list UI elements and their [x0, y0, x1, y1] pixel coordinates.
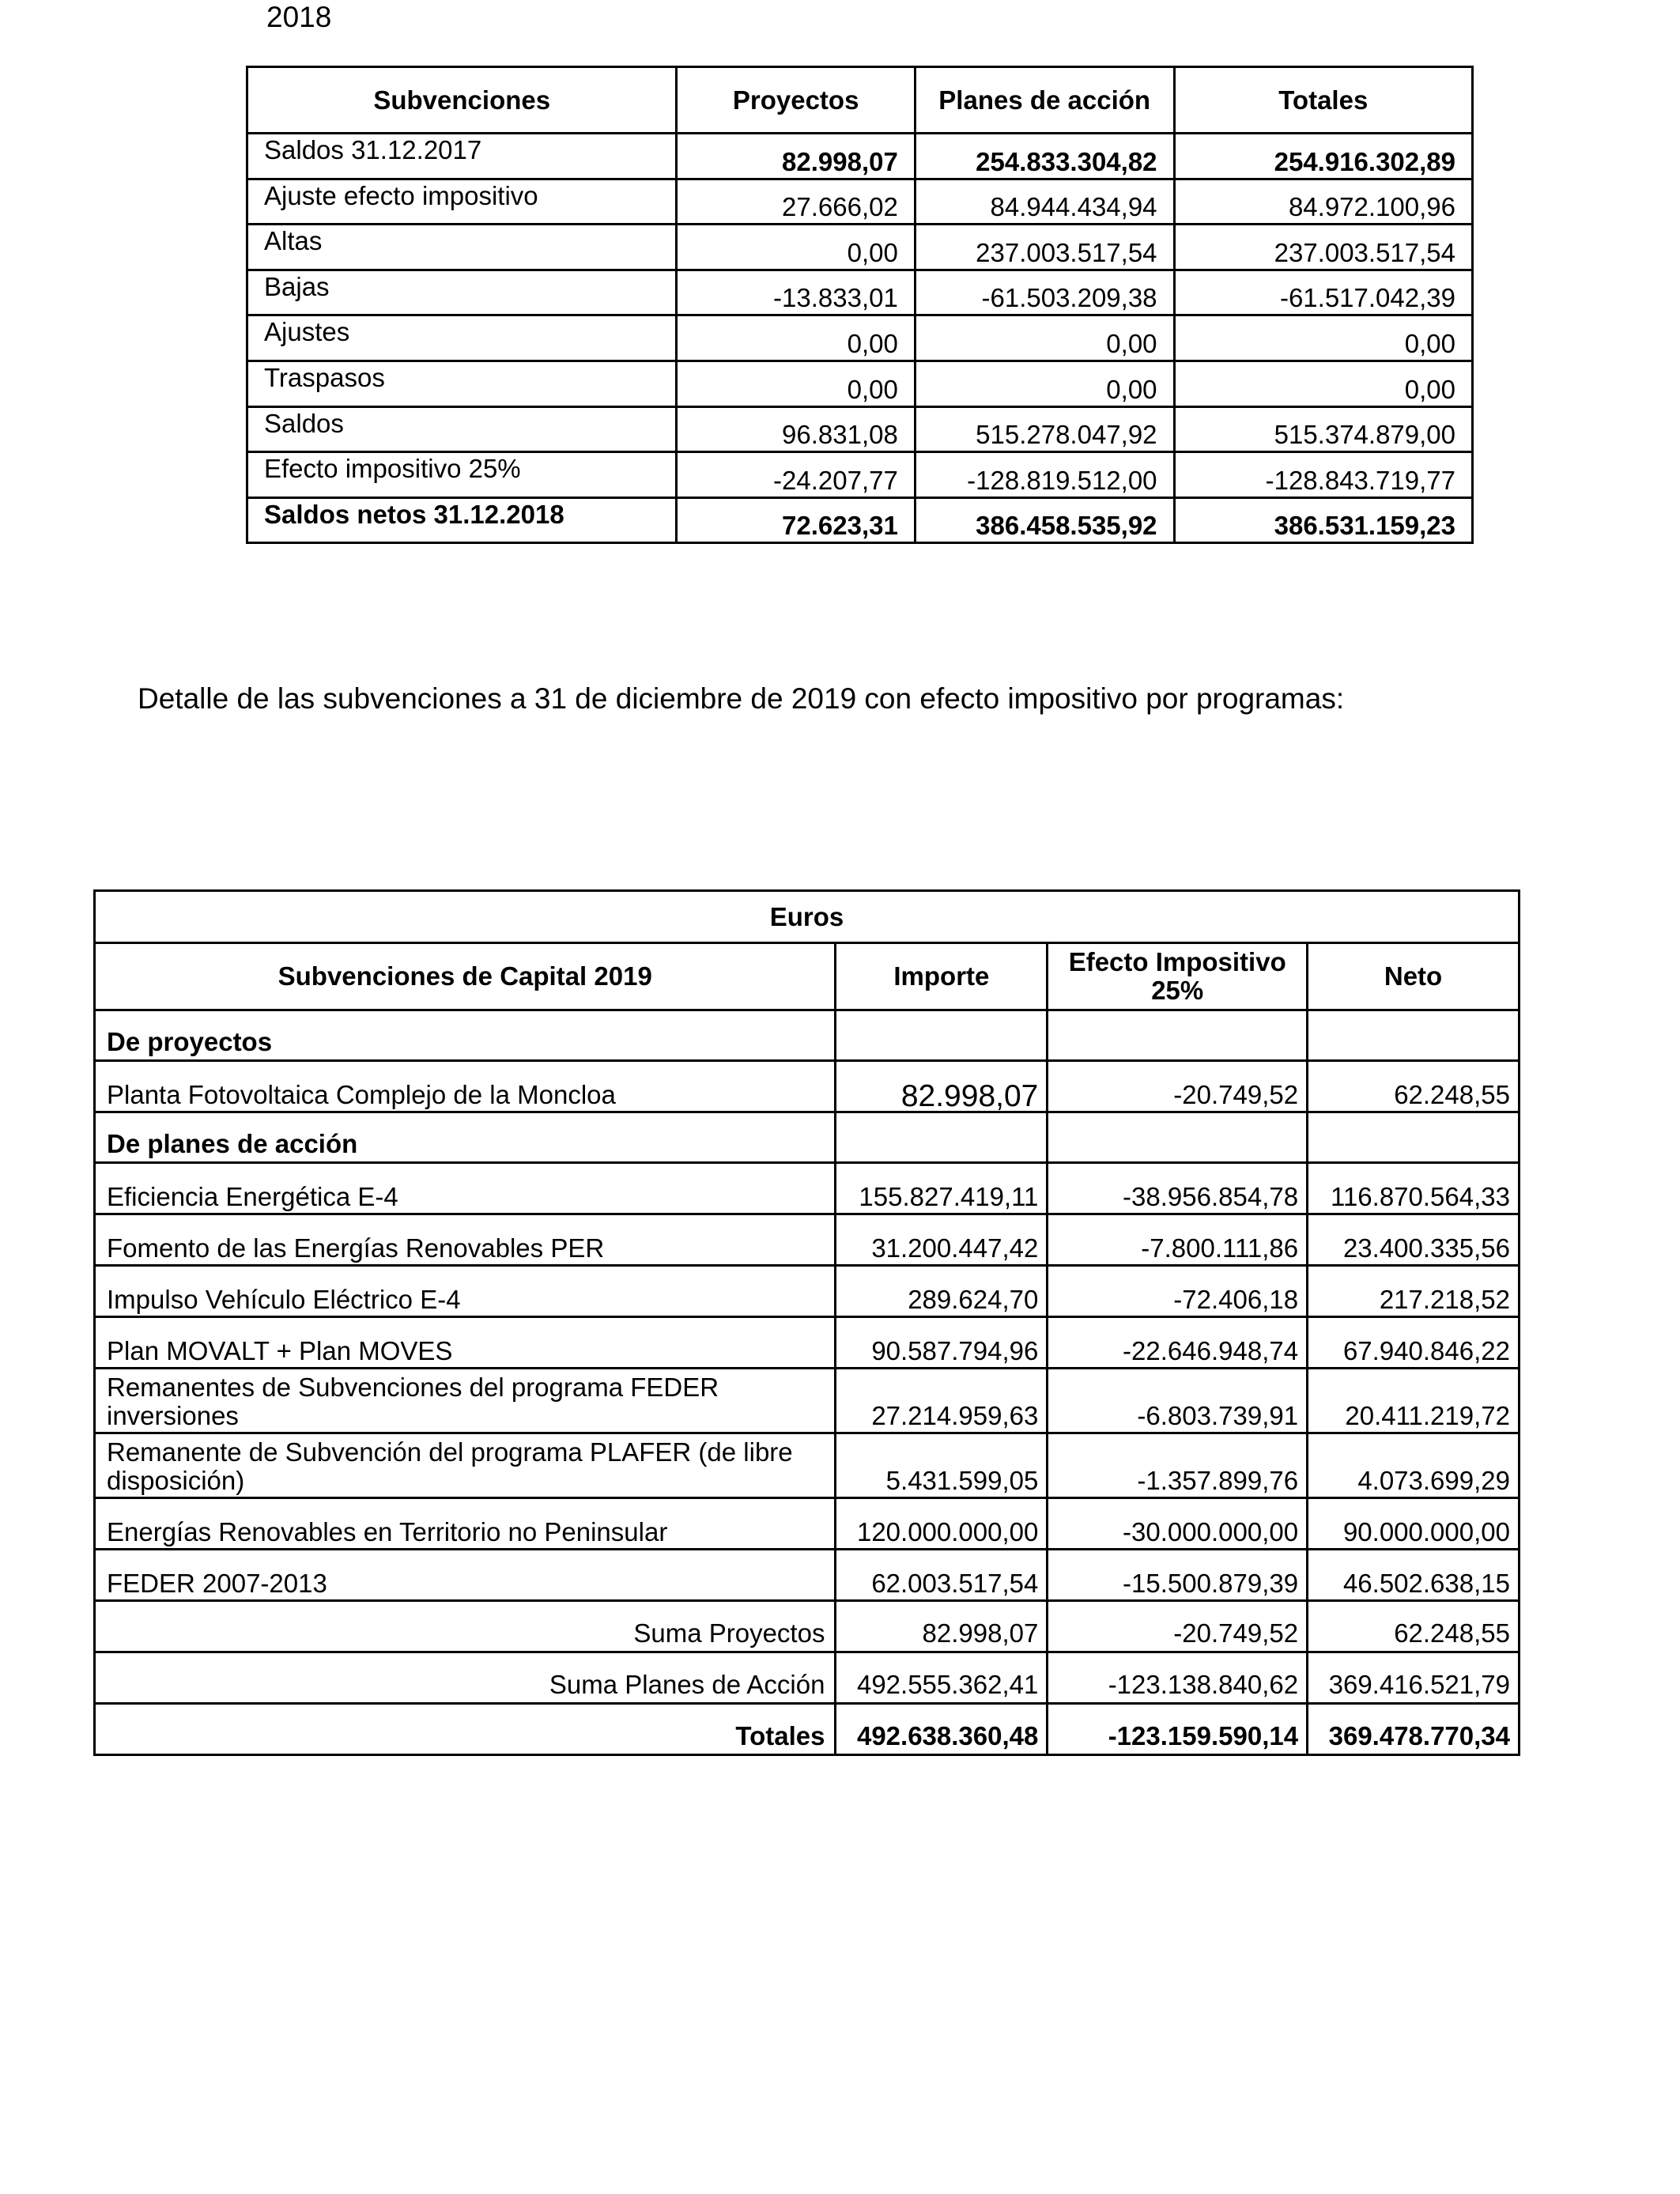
cell-planes: 237.003.517,54 [915, 225, 1174, 270]
cell-proyectos: -24.207,77 [677, 452, 915, 498]
sum-row-proyectos [95, 1601, 1520, 1652]
cell-efecto: -20.749,52 [1048, 1061, 1308, 1112]
table-row [95, 1266, 1520, 1317]
row-label: Traspasos [247, 361, 677, 406]
table-row [247, 361, 1473, 406]
empty-cell [1308, 1112, 1520, 1163]
cell-neto: 62.248,55 [1308, 1601, 1520, 1652]
row-label: Saldos netos 31.12.2018 [247, 497, 677, 543]
cell-efecto: -15.500.879,39 [1048, 1550, 1308, 1601]
cell-importe: 492.638.360,48 [836, 1704, 1048, 1755]
cell-importe: 62.003.517,54 [836, 1550, 1048, 1601]
table-row [247, 452, 1473, 498]
table-row [95, 1061, 1520, 1112]
cell-importe: 289.624,70 [836, 1266, 1048, 1317]
cell-efecto: -20.749,52 [1048, 1601, 1308, 1652]
subsidies-detail-table-2019 [93, 889, 1520, 1756]
table-row [95, 1163, 1520, 1214]
cell-proyectos: 96.831,08 [677, 406, 915, 452]
cell-totales: 0,00 [1174, 361, 1472, 406]
table-row [95, 1317, 1520, 1369]
section-row-planes [95, 1112, 1520, 1163]
cell-proyectos: 0,00 [677, 225, 915, 270]
cell-totales: 237.003.517,54 [1174, 225, 1472, 270]
cell-proyectos: 27.666,02 [677, 179, 915, 225]
cell-efecto: -7.800.111,86 [1048, 1214, 1308, 1266]
row-label: Ajuste efecto impositivo [247, 179, 677, 225]
cell-neto: 369.416.521,79 [1308, 1652, 1520, 1704]
cell-proyectos: 0,00 [677, 361, 915, 406]
row-label: Energías Renovables en Territorio no Peninsular [95, 1498, 836, 1550]
cell-importe: 5.431.599,05 [836, 1433, 1048, 1498]
cell-planes: 0,00 [915, 315, 1174, 361]
cell-importe: 82.998,07 [836, 1601, 1048, 1652]
totals-row [95, 1704, 1520, 1755]
table-row [95, 1550, 1520, 1601]
header-planes: Planes de acción [915, 67, 1174, 134]
cell-efecto: -72.406,18 [1048, 1266, 1308, 1317]
row-label: Efecto impositivo 25% [247, 452, 677, 498]
header-subvenciones-capital: Subvenciones de Capital 2019 [95, 943, 836, 1010]
cell-proyectos: -13.833,01 [677, 270, 915, 315]
row-label: Bajas [247, 270, 677, 315]
year-heading: 2018 [266, 1, 332, 33]
header-neto: Neto [1308, 943, 1520, 1010]
row-label: Planta Fotovoltaica Complejo de la Moncloa [95, 1061, 836, 1112]
cell-importe: 120.000.000,00 [836, 1498, 1048, 1550]
cell-importe: 492.555.362,41 [836, 1652, 1048, 1704]
cell-planes: 515.278.047,92 [915, 406, 1174, 452]
header-totales: Totales [1174, 67, 1472, 134]
table-header-row [247, 67, 1473, 134]
table-row [95, 1214, 1520, 1266]
cell-totales: 0,00 [1174, 315, 1472, 361]
header-efecto-impositivo: Efecto Impositivo 25% [1048, 943, 1308, 1010]
table-row [95, 1369, 1520, 1433]
cell-efecto: -123.159.590,14 [1048, 1704, 1308, 1755]
cell-planes: 254.833.304,82 [915, 134, 1174, 179]
cell-efecto: -22.646.948,74 [1048, 1317, 1308, 1369]
cell-planes: 84.944.434,94 [915, 179, 1174, 225]
row-label: Eficiencia Energética E-4 [95, 1163, 836, 1214]
cell-neto: 23.400.335,56 [1308, 1214, 1520, 1266]
empty-cell [836, 1010, 1048, 1061]
table-row [247, 315, 1473, 361]
cell-totales: -128.843.719,77 [1174, 452, 1472, 498]
cell-proyectos: 0,00 [677, 315, 915, 361]
euros-header: Euros [95, 891, 1520, 943]
empty-cell [836, 1112, 1048, 1163]
cell-efecto: -30.000.000,00 [1048, 1498, 1308, 1550]
sum-label: Suma Proyectos [95, 1601, 836, 1652]
section-row-proyectos [95, 1010, 1520, 1061]
table-row [95, 1433, 1520, 1498]
table-row-total [247, 497, 1473, 543]
cell-neto: 116.870.564,33 [1308, 1163, 1520, 1214]
cell-neto: 62.248,55 [1308, 1061, 1520, 1112]
cell-efecto: -1.357.899,76 [1048, 1433, 1308, 1498]
row-label: Impulso Vehículo Eléctrico E-4 [95, 1266, 836, 1317]
cell-totales: -61.517.042,39 [1174, 270, 1472, 315]
balances-table-2018 [246, 66, 1474, 544]
sum-row-planes [95, 1652, 1520, 1704]
empty-cell [1308, 1010, 1520, 1061]
intro-paragraph: Detalle de las subvenciones a 31 de diciembre de 2019 con efecto impositivo por programas: [138, 682, 1345, 715]
cell-importe: 31.200.447,42 [836, 1214, 1048, 1266]
row-label: Ajustes [247, 315, 677, 361]
row-label: Saldos [247, 406, 677, 452]
section-label: De planes de acción [95, 1112, 836, 1163]
cell-neto: 217.218,52 [1308, 1266, 1520, 1317]
table-row [95, 1498, 1520, 1550]
table-header-row [95, 943, 1520, 1010]
cell-importe: 90.587.794,96 [836, 1317, 1048, 1369]
cell-efecto: -38.956.854,78 [1048, 1163, 1308, 1214]
cell-importe: 27.214.959,63 [836, 1369, 1048, 1433]
row-label: Fomento de las Energías Renovables PER [95, 1214, 836, 1266]
cell-totales: 84.972.100,96 [1174, 179, 1472, 225]
row-label: Altas [247, 225, 677, 270]
empty-cell [1048, 1112, 1308, 1163]
cell-neto: 90.000.000,00 [1308, 1498, 1520, 1550]
cell-efecto: -6.803.739,91 [1048, 1369, 1308, 1433]
table-row [247, 225, 1473, 270]
cell-planes: 386.458.535,92 [915, 497, 1174, 543]
cell-planes: 0,00 [915, 361, 1174, 406]
table-top-header-row [95, 891, 1520, 943]
cell-importe: 82.998,07 [836, 1061, 1048, 1112]
cell-neto: 20.411.219,72 [1308, 1369, 1520, 1433]
cell-planes: -61.503.209,38 [915, 270, 1174, 315]
row-label: Remanentes de Subvenciones del programa FEDER inversiones [95, 1369, 836, 1433]
row-label: Remanente de Subvención del programa PLAFER (de libre disposición) [95, 1433, 836, 1498]
header-proyectos: Proyectos [677, 67, 915, 134]
table-row [247, 134, 1473, 179]
table-row [247, 406, 1473, 452]
cell-proyectos: 72.623,31 [677, 497, 915, 543]
cell-neto: 46.502.638,15 [1308, 1550, 1520, 1601]
cell-neto: 369.478.770,34 [1308, 1704, 1520, 1755]
header-subvenciones: Subvenciones [247, 67, 677, 134]
cell-efecto: -123.138.840,62 [1048, 1652, 1308, 1704]
cell-neto: 4.073.699,29 [1308, 1433, 1520, 1498]
header-importe: Importe [836, 943, 1048, 1010]
cell-totales: 515.374.879,00 [1174, 406, 1472, 452]
cell-totales: 386.531.159,23 [1174, 497, 1472, 543]
table-row [247, 270, 1473, 315]
cell-totales: 254.916.302,89 [1174, 134, 1472, 179]
row-label: Saldos 31.12.2017 [247, 134, 677, 179]
totals-label: Totales [95, 1704, 836, 1755]
cell-importe: 155.827.419,11 [836, 1163, 1048, 1214]
sum-label: Suma Planes de Acción [95, 1652, 836, 1704]
empty-cell [1048, 1010, 1308, 1061]
cell-proyectos: 82.998,07 [677, 134, 915, 179]
section-label: De proyectos [95, 1010, 836, 1061]
row-label: Plan MOVALT + Plan MOVES [95, 1317, 836, 1369]
row-label: FEDER 2007-2013 [95, 1550, 836, 1601]
cell-planes: -128.819.512,00 [915, 452, 1174, 498]
cell-neto: 67.940.846,22 [1308, 1317, 1520, 1369]
table-row [247, 179, 1473, 225]
